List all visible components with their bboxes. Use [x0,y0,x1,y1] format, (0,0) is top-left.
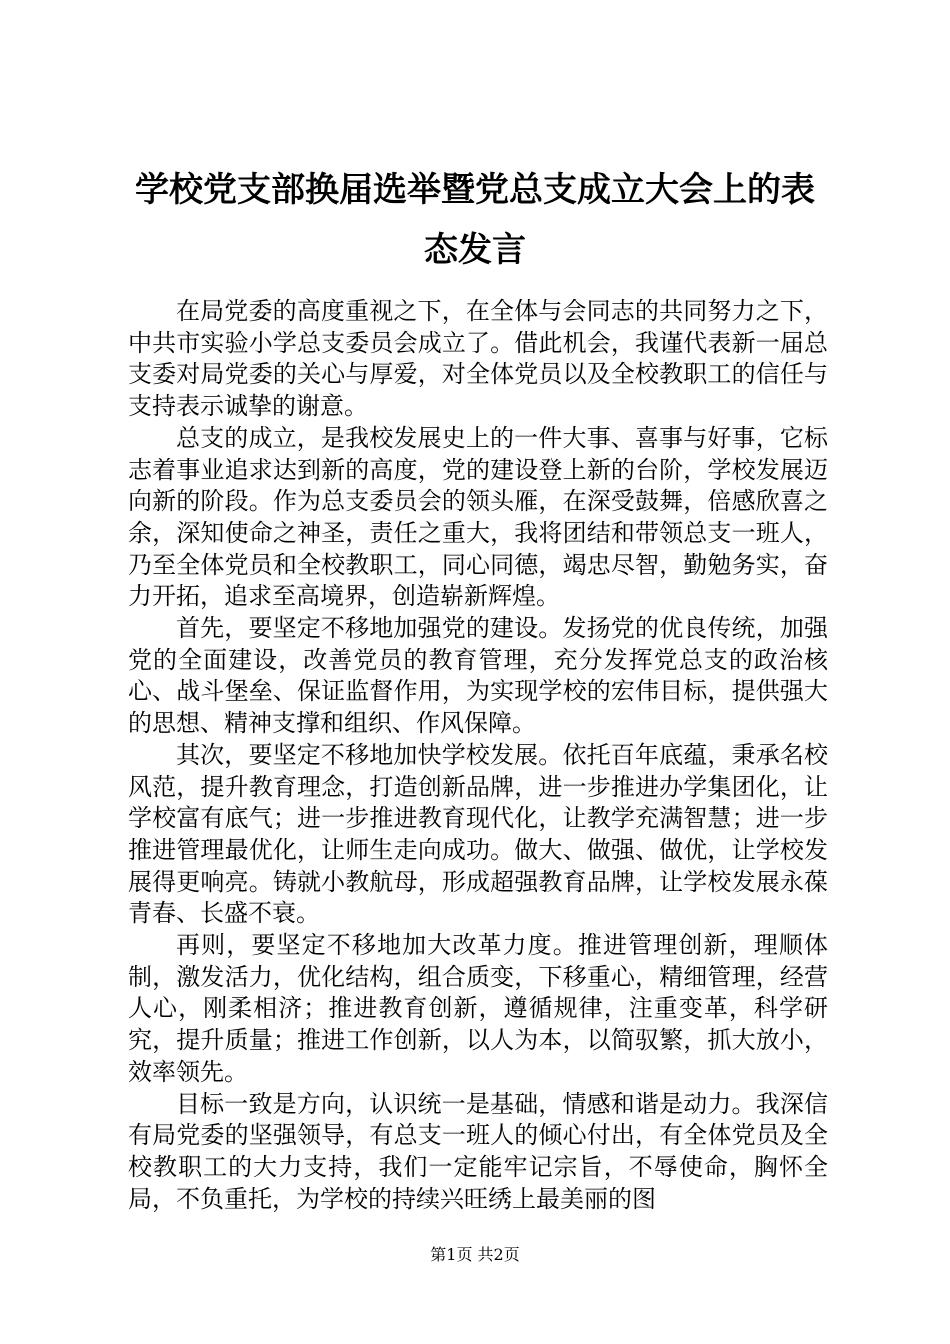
paragraph-4: 其次，要坚定不移地加快学校发展。依托百年底蕴，秉承名校风范，提升教育理念，打造创新品牌，进一步推进办学集团化，让学校富有底气；进一步推进教育现代化，让教学充满智慧；进一步推进管理最优化，让师生走向成功。做大、做强、做优，让学校发展得更响亮。铸就小教航母，形成超强教育品牌，让学校发展永葆青春、长盛不衰。 [128,740,828,928]
title-line-2: 态发言 [424,230,526,270]
paragraph-3: 首先，要坚定不移地加强党的建设。发扬党的优良传统，加强党的全面建设，改善党员的教育管理，充分发挥党总支的政治核心、战斗堡垒、保证监督作用，为实现学校的宏伟目标，提供强大的思想、精神支撑和组织、作风保障。 [128,614,828,738]
title-line-1: 学校党支部换届选举暨党总支成立大会上的表 [135,170,815,210]
document-body [128,296,828,1215]
paragraph-5: 再则，要坚定不移地加大改革力度。推进管理创新，理顺体制，激发活力，优化结构，组合质变，下移重心，精细管理，经营人心，刚柔相济；推进教育创新，遵循规律，注重变革，科学研究，提升质量；推进工作创新，以人为本，以简驭繁，抓大放小，效率领先。 [128,931,828,1086]
document-title [100,160,850,280]
paragraph-2: 总支的成立，是我校发展史上的一件大事、喜事与好事，它标志着事业追求达到新的高度，党的建设登上新的台阶，学校发展迈向新的阶段。作为总支委员会的领头雁，在深受鼓舞，倍感欣喜之余，深知使命之神圣，责任之重大，我将团结和带领总支一班人，乃至全体党员和全校教职工，同心同德，竭忠尽智，勤勉务实，奋力开拓，追求至高境界，创造崭新辉煌。 [128,423,828,611]
paragraph-6: 目标一致是方向，认识统一是基础，情感和谐是动力。我深信有局党委的坚强领导，有总支一班人的倾心付出，有全体党员及全校教职工的大力支持，我们一定能牢记宗旨，不辱使命，胸怀全局，不负重托，为学校的持续兴旺绣上最美丽的图 [128,1089,828,1213]
page-footer: 第1页 共2页 [430,1245,520,1264]
paragraph-1: 在局党委的高度重视之下，在全体与会同志的共同努力之下，中共市实验小学总支委员会成立了。借此机会，我谨代表新一届总支委对局党委的关心与厚爱，对全体党员以及全校教职工的信任与支持表示诚挚的谢意。 [128,297,828,421]
